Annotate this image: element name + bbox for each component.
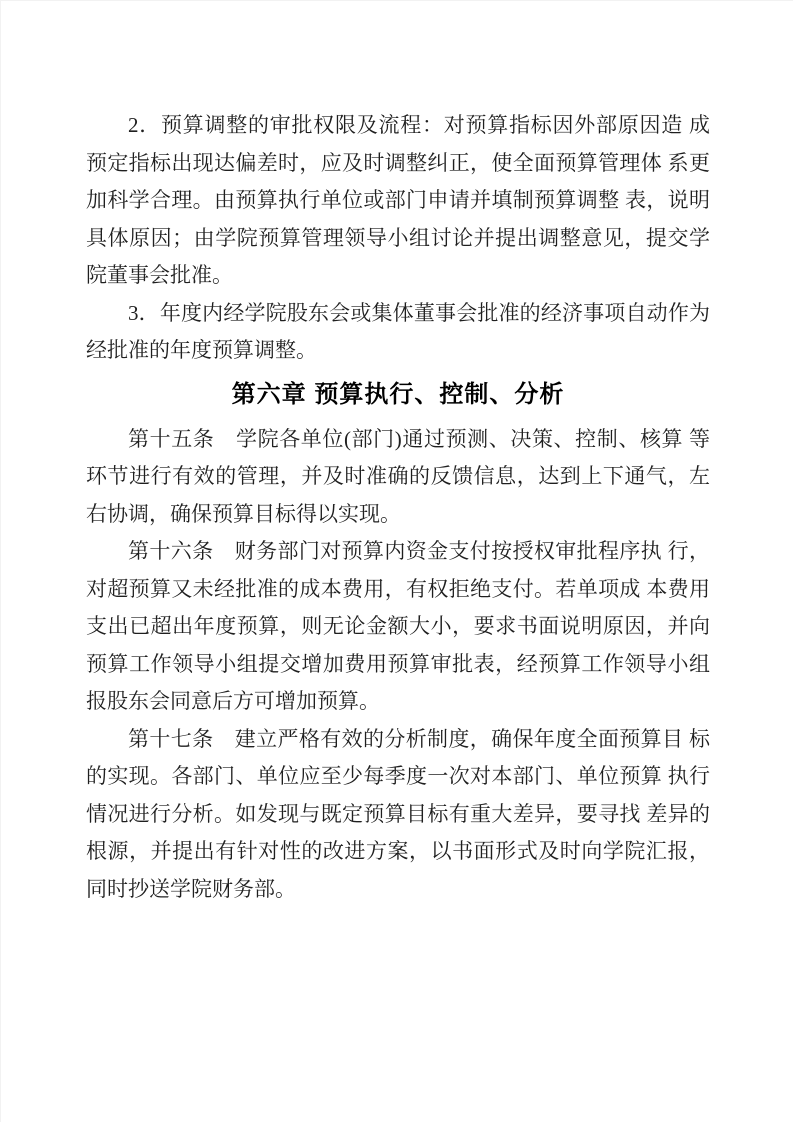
paragraph-3-auto-approved-adjustment: 3．年度内经学院股东会或集体董事会批准的经济事项自动作为经批准的年度预算调整。 <box>86 300 710 362</box>
chapter-6-heading: 第六章 预算执行、控制、分析 <box>231 380 565 408</box>
article-17-paragraph: 第十七条 建立严格有效的分析制度，确保年度全面预算目 标的实现。各部门、单位应至少每季度一次对本部门、单位预算 执行情况进行分析。如发现与既定预算目标有重大差异，要寻找 差异的根源，并提出有针对性的改进方案，以书面形式及时向学院汇报，同时抄送学院财务部。 <box>86 726 710 901</box>
article-15-paragraph: 第十五条 学院各单位(部门)通过预测、决策、控制、核算 等环节进行有效的管理，并及时准确的反馈信息，达到上下通气，左右协调，确保预算目标得以实现。 <box>86 426 710 526</box>
paragraph-2-budget-adjustment-approval: 2．预算调整的审批权限及流程：对预算指标因外部原因造 成预定指标出现达偏差时，应及时调整纠正，使全面预算管理体 系更加科学合理。由预算执行单位或部门申请并填制预算调整 表，说明具体原因；由学院预算管理领导小组讨论并提出调整意见，提交学院董事会批准。 <box>86 113 710 287</box>
article-16-paragraph: 第十六条 财务部门对预算内资金支付按授权审批程序执 行，对超预算又未经批准的成本费用，有权拒绝支付。若单项成 本费用支出已超出年度预算，则无论金额大小，要求书面说明原因，并向预算工作领导小组提交增加费用预算审批表，经预算工作领导小组报股东会同意后方可增加预算。 <box>86 539 710 713</box>
